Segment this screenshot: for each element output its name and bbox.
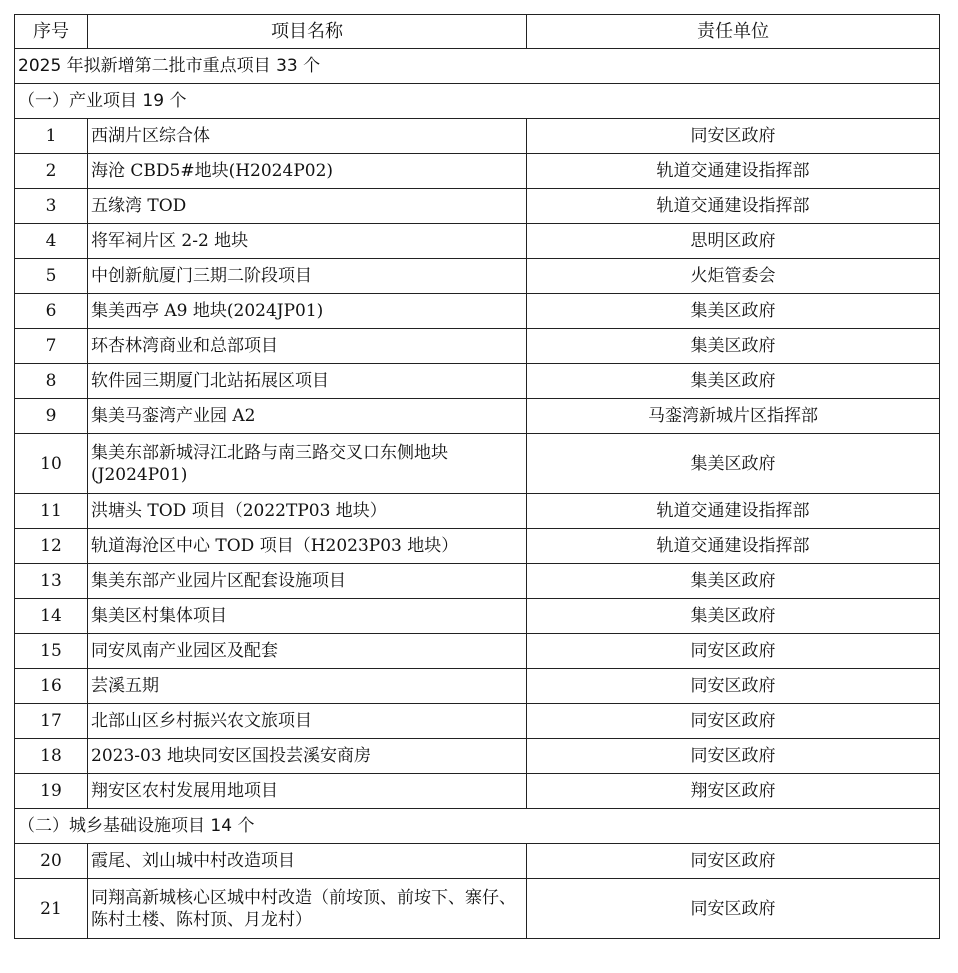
responsible-unit: 马銮湾新城片区指挥部 bbox=[527, 399, 940, 434]
project-name: 集美东部产业园片区配套设施项目 bbox=[88, 564, 527, 599]
responsible-unit: 同安区政府 bbox=[527, 844, 940, 879]
table-row bbox=[15, 189, 940, 224]
table-row bbox=[15, 364, 940, 399]
row-number: 11 bbox=[15, 494, 88, 529]
table-row bbox=[15, 669, 940, 704]
table-row bbox=[15, 739, 940, 774]
row-number: 1 bbox=[15, 119, 88, 154]
responsible-unit: 思明区政府 bbox=[527, 224, 940, 259]
responsible-unit: 翔安区政府 bbox=[527, 774, 940, 809]
table-row bbox=[15, 494, 940, 529]
responsible-unit: 火炬管委会 bbox=[527, 259, 940, 294]
table-row bbox=[15, 294, 940, 329]
project-name: 翔安区农村发展用地项目 bbox=[88, 774, 527, 809]
responsible-unit: 集美区政府 bbox=[527, 599, 940, 634]
row-number: 7 bbox=[15, 329, 88, 364]
table-row bbox=[15, 564, 940, 599]
responsible-unit: 同安区政府 bbox=[527, 119, 940, 154]
table-row bbox=[15, 599, 940, 634]
project-name: 北部山区乡村振兴农文旅项目 bbox=[88, 704, 527, 739]
responsible-unit: 轨道交通建设指挥部 bbox=[527, 494, 940, 529]
project-name: 西湖片区综合体 bbox=[88, 119, 527, 154]
table-row bbox=[15, 879, 940, 939]
title-row bbox=[15, 49, 940, 84]
row-number: 17 bbox=[15, 704, 88, 739]
row-number: 18 bbox=[15, 739, 88, 774]
responsible-unit: 集美区政府 bbox=[527, 364, 940, 399]
responsible-unit: 轨道交通建设指挥部 bbox=[527, 529, 940, 564]
row-number: 21 bbox=[15, 879, 88, 939]
table-row bbox=[15, 529, 940, 564]
row-number: 10 bbox=[15, 434, 88, 494]
project-name: 洪塘头 TOD 项目（2022TP03 地块） bbox=[88, 494, 527, 529]
row-number: 4 bbox=[15, 224, 88, 259]
responsible-unit: 同安区政府 bbox=[527, 669, 940, 704]
project-name: 集美东部新城浔江北路与南三路交叉口东侧地块(J2024P01) bbox=[88, 434, 527, 494]
table-row bbox=[15, 844, 940, 879]
table-row bbox=[15, 774, 940, 809]
table-title: 2025 年拟新增第二批市重点项目 33 个 bbox=[15, 49, 940, 84]
section-label: （一）产业项目 19 个 bbox=[15, 84, 940, 119]
project-name: 霞尾、刘山城中村改造项目 bbox=[88, 844, 527, 879]
responsible-unit: 集美区政府 bbox=[527, 434, 940, 494]
responsible-unit: 同安区政府 bbox=[527, 634, 940, 669]
row-number: 9 bbox=[15, 399, 88, 434]
section-label: （二）城乡基础设施项目 14 个 bbox=[15, 809, 940, 844]
table-row bbox=[15, 329, 940, 364]
project-name: 中创新航厦门三期二阶段项目 bbox=[88, 259, 527, 294]
project-name: 集美马銮湾产业园 A2 bbox=[88, 399, 527, 434]
row-number: 15 bbox=[15, 634, 88, 669]
project-name: 芸溪五期 bbox=[88, 669, 527, 704]
row-number: 8 bbox=[15, 364, 88, 399]
project-name: 将军祠片区 2-2 地块 bbox=[88, 224, 527, 259]
project-table bbox=[14, 14, 940, 939]
row-number: 14 bbox=[15, 599, 88, 634]
project-name: 轨道海沧区中心 TOD 项目（H2023P03 地块） bbox=[88, 529, 527, 564]
row-number: 2 bbox=[15, 154, 88, 189]
table-row bbox=[15, 119, 940, 154]
responsible-unit: 集美区政府 bbox=[527, 329, 940, 364]
project-name: 五缘湾 TOD bbox=[88, 189, 527, 224]
row-number: 5 bbox=[15, 259, 88, 294]
row-number: 19 bbox=[15, 774, 88, 809]
header-seq: 序号 bbox=[15, 15, 88, 49]
responsible-unit: 集美区政府 bbox=[527, 294, 940, 329]
header-row bbox=[15, 15, 940, 49]
table-row bbox=[15, 259, 940, 294]
row-number: 6 bbox=[15, 294, 88, 329]
responsible-unit: 轨道交通建设指挥部 bbox=[527, 154, 940, 189]
table-row bbox=[15, 704, 940, 739]
project-name: 2023-03 地块同安区国投芸溪安商房 bbox=[88, 739, 527, 774]
table-row bbox=[15, 224, 940, 259]
project-name: 环杏林湾商业和总部项目 bbox=[88, 329, 527, 364]
responsible-unit: 轨道交通建设指挥部 bbox=[527, 189, 940, 224]
row-number: 20 bbox=[15, 844, 88, 879]
row-number: 13 bbox=[15, 564, 88, 599]
responsible-unit: 同安区政府 bbox=[527, 704, 940, 739]
responsible-unit: 同安区政府 bbox=[527, 879, 940, 939]
header-name: 项目名称 bbox=[88, 15, 527, 49]
project-name: 软件园三期厦门北站拓展区项目 bbox=[88, 364, 527, 399]
table-row bbox=[15, 154, 940, 189]
project-name: 海沧 CBD5#地块(H2024P02) bbox=[88, 154, 527, 189]
table-row bbox=[15, 434, 940, 494]
row-number: 16 bbox=[15, 669, 88, 704]
section-row bbox=[15, 809, 940, 844]
responsible-unit: 同安区政府 bbox=[527, 739, 940, 774]
project-name: 集美西亭 A9 地块(2024JP01) bbox=[88, 294, 527, 329]
row-number: 3 bbox=[15, 189, 88, 224]
table-row bbox=[15, 634, 940, 669]
responsible-unit: 集美区政府 bbox=[527, 564, 940, 599]
table-row bbox=[15, 399, 940, 434]
row-number: 12 bbox=[15, 529, 88, 564]
header-unit: 责任单位 bbox=[527, 15, 940, 49]
project-name: 同翔高新城核心区城中村改造（前垵顶、前垵下、寨仔、陈村土楼、陈村顶、月龙村） bbox=[88, 879, 527, 939]
project-name: 同安凤南产业园区及配套 bbox=[88, 634, 527, 669]
project-name: 集美区村集体项目 bbox=[88, 599, 527, 634]
section-row bbox=[15, 84, 940, 119]
